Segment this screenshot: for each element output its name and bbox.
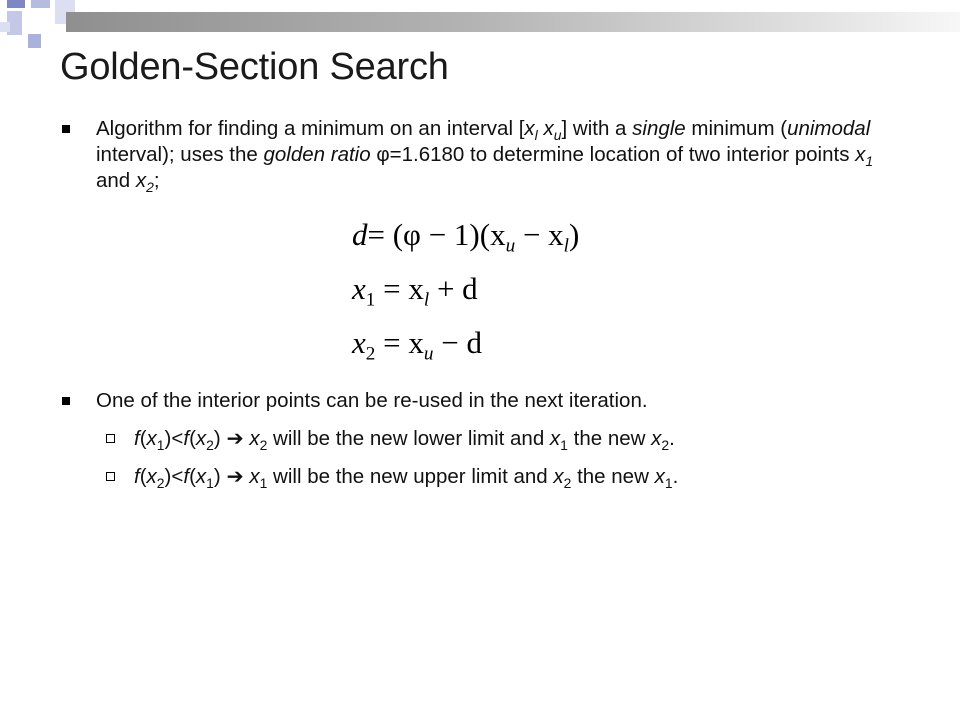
equations (352, 208, 912, 370)
slide-body (62, 116, 912, 490)
sub-bullet-lower-limit: $f(x_1)<f(x_2)$ ➔ $x_2$ will be the new lower limit and $x_1$ the new $x_2$. (62, 426, 912, 452)
equation-x2: $x_2 = x_u - d$ (352, 325, 482, 365)
slide-title: Golden-Section Search (60, 46, 449, 88)
bullet-reuse: One of the interior points can be re-used in the next iteration. (62, 388, 912, 414)
decor-square (28, 34, 41, 48)
header-bar (66, 12, 960, 32)
equation-d: $d= (\varphi - 1)(x_u - x_l)$ (352, 217, 580, 257)
decor-square (31, 0, 50, 8)
sub-bullet-upper-limit: $f(x_2)<f(x_1)$ ➔ $x_1$ will be the new upper limit and $x_2$ the new $x_1$. (62, 464, 912, 490)
decor-square (7, 0, 25, 8)
bullet-algorithm: Algorithm for finding a minimum on an interval [$x_l$ $x_u$] with a single minimum (unimodal interval); uses the golden ratio φ=1.6180 to determine location of two interior points $x_1$ and $x_2$; (62, 116, 912, 194)
equation-x1: $x_1 = x_l + d$ (352, 271, 478, 311)
decor-square (0, 22, 10, 32)
arrow-icon: ➔ (226, 465, 244, 488)
arrow-icon: ➔ (226, 427, 244, 450)
